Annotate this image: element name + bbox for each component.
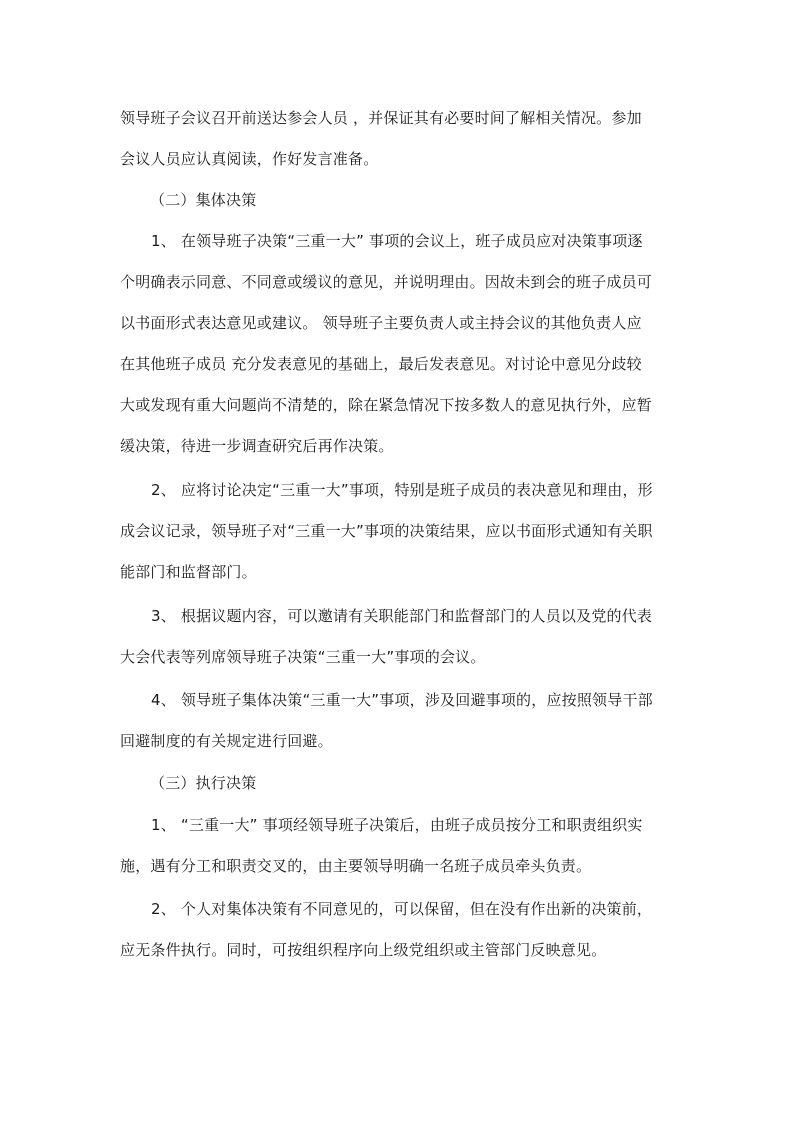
paragraph-line: 应无条件执行。同时，可按组织程序向上级党组织或主管部门反映意见。 [120, 941, 607, 959]
paragraph-line: 施，遇有分工和职责交叉的，由主要领导明确一名班子成员牵头负责。 [120, 857, 592, 875]
paragraph-line: 大会代表等列席领导班子决策“三重一大”事项的会议。 [120, 648, 486, 666]
section-heading: （二）集体决策 [150, 191, 257, 209]
paragraph-line: 1、 在领导班子决策“三重一大” 事项的会议上，班子成员应对决策事项逐 [151, 232, 643, 250]
paragraph-line: 回避制度的有关规定进行回避。 [120, 732, 333, 750]
paragraph-line: 个明确表示同意、不同意或缓议的意见，并说明理由。因故未到会的班子成员可 [120, 273, 653, 291]
paragraph-line: 缓决策，待进一步调查研究后再作决策。 [120, 437, 394, 455]
paragraph-line: 会议人员应认真阅读，作好发言准备。 [120, 150, 379, 168]
paragraph-line: 大或发现有重大问题尚不清楚的，除在紧急情况下按多数人的意见执行外，应暂 [120, 396, 653, 414]
paragraph-line: 成会议记录，领导班子对“三重一大”事项的决策结果，应以书面形式通知有关职 [120, 522, 653, 540]
paragraph-line: 2、 应将讨论决定“三重一大”事项，特别是班子成员的表决意见和理由，形 [151, 481, 653, 499]
section-heading: （三）执行决策 [150, 774, 257, 792]
paragraph-line: 3、 根据议题内容，可以邀请有关职能部门和监督部门的人员以及党的代表 [151, 607, 653, 625]
paragraph-line: 在其他班子成员 充分发表意见的基础上，最后发表意见。对讨论中意见分歧较 [120, 355, 642, 373]
paragraph-line: 4、 领导班子集体决策“三重一大”事项，涉及回避事项的，应按照领导干部 [151, 691, 653, 709]
paragraph-line: 能部门和监督部门。 [120, 563, 257, 581]
paragraph-line: 领导班子会议召开前送达参会人员 ，并保证其有必要时间了解相关情况。参加 [120, 109, 642, 127]
paragraph-line: 1、 “三重一大” 事项经领导班子决策后，由班子成员按分工和职责组织实 [151, 816, 643, 834]
paragraph-line: 以书面形式表达意见或建议。 领导班子主要负责人或主持会议的其他负责人应 [120, 314, 642, 332]
paragraph-line: 2、 个人对集体决策有不同意见的，可以保留，但在没有作出新的决策前， [151, 900, 653, 918]
